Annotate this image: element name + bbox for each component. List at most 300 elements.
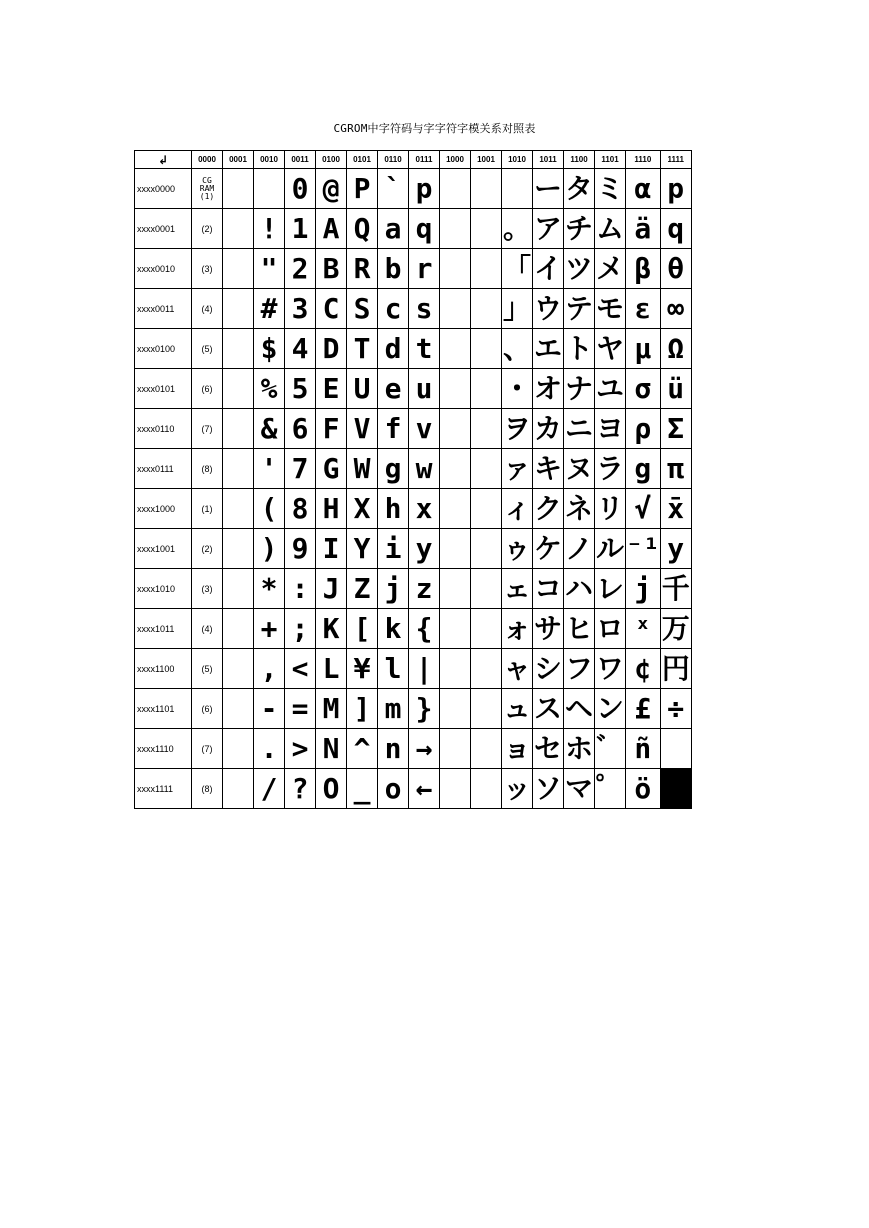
- glyph-cell: [223, 729, 254, 769]
- glyph-cell: ネ: [564, 489, 595, 529]
- row-code: xxxx1111: [135, 769, 192, 809]
- glyph-cell: [440, 489, 471, 529]
- glyph-cell: ン: [595, 689, 626, 729]
- glyph-cell: リ: [595, 489, 626, 529]
- glyph-cell: 2: [285, 249, 316, 289]
- glyph-cell: [223, 409, 254, 449]
- glyph-cell: [223, 289, 254, 329]
- page-title: CGROM中字符码与字字符字模关系对照表: [333, 122, 536, 135]
- glyph-cell: フ: [564, 649, 595, 689]
- glyph-cell: ミ: [595, 169, 626, 209]
- cgram-index: (4): [192, 289, 223, 329]
- glyph-cell: P: [347, 169, 378, 209]
- glyph-cell: [471, 369, 502, 409]
- glyph-cell: .: [254, 729, 285, 769]
- cgram-index: (7): [192, 409, 223, 449]
- cgram-index: (2): [192, 209, 223, 249]
- glyph-cell: i: [378, 529, 409, 569]
- glyph-cell: [471, 769, 502, 809]
- cgram-index: (3): [192, 569, 223, 609]
- glyph-cell: √: [626, 489, 661, 529]
- glyph-cell: ア: [533, 209, 564, 249]
- glyph-cell: ニ: [564, 409, 595, 449]
- glyph-cell: ": [254, 249, 285, 289]
- glyph-cell: 3: [285, 289, 316, 329]
- glyph-cell: テ: [564, 289, 595, 329]
- glyph-cell: ワ: [595, 649, 626, 689]
- glyph-cell: A: [316, 209, 347, 249]
- glyph-cell: 、: [502, 329, 533, 369]
- glyph-cell: Σ: [660, 409, 691, 449]
- glyph-cell: [440, 449, 471, 489]
- glyph-cell: 6: [285, 409, 316, 449]
- glyph-cell: [223, 249, 254, 289]
- table-row: [135, 689, 692, 729]
- table-row: [135, 729, 692, 769]
- glyph-cell: [254, 169, 285, 209]
- glyph-cell: ウ: [533, 289, 564, 329]
- cgram-index: (8): [192, 769, 223, 809]
- glyph-cell: ヘ: [564, 689, 595, 729]
- glyph-cell: ケ: [533, 529, 564, 569]
- glyph-cell: タ: [564, 169, 595, 209]
- table-row: [135, 329, 692, 369]
- glyph-cell: {: [409, 609, 440, 649]
- glyph-cell: [440, 169, 471, 209]
- glyph-cell: [223, 609, 254, 649]
- column-header: 0101: [347, 151, 378, 169]
- cgram-index: (4): [192, 609, 223, 649]
- row-code: xxxx1100: [135, 649, 192, 689]
- glyph-cell: L: [316, 649, 347, 689]
- glyph-cell: [471, 489, 502, 529]
- glyph-cell: ロ: [595, 609, 626, 649]
- glyph-cell: u: [409, 369, 440, 409]
- glyph-cell: j: [378, 569, 409, 609]
- glyph-cell: ;: [285, 609, 316, 649]
- glyph-cell: [: [347, 609, 378, 649]
- glyph-cell: ラ: [595, 449, 626, 489]
- glyph-cell: D: [316, 329, 347, 369]
- glyph-cell: t: [409, 329, 440, 369]
- glyph-cell: [223, 369, 254, 409]
- glyph-cell: U: [347, 369, 378, 409]
- glyph-cell: M: [316, 689, 347, 729]
- row-code: xxxx1110: [135, 729, 192, 769]
- table-row: [135, 609, 692, 649]
- glyph-cell: m: [378, 689, 409, 729]
- glyph-cell: [440, 569, 471, 609]
- glyph-cell: カ: [533, 409, 564, 449]
- glyph-cell: π: [660, 449, 691, 489]
- glyph-cell: ォ: [502, 609, 533, 649]
- cgram-index: (2): [192, 529, 223, 569]
- glyph-cell: ツ: [564, 249, 595, 289]
- glyph-cell: ェ: [502, 569, 533, 609]
- glyph-cell: [440, 529, 471, 569]
- glyph-cell: ル: [595, 529, 626, 569]
- glyph-cell: イ: [533, 249, 564, 289]
- glyph-cell: d: [378, 329, 409, 369]
- glyph-cell: [502, 169, 533, 209]
- glyph-cell: ←: [409, 769, 440, 809]
- corner-arrow-icon: ↲: [157, 152, 169, 167]
- glyph-cell: £: [626, 689, 661, 729]
- glyph-cell: q: [660, 209, 691, 249]
- cgram-label-line: (1): [199, 191, 215, 201]
- glyph-cell: j: [626, 569, 661, 609]
- glyph-cell: ソ: [533, 769, 564, 809]
- glyph-cell: f: [378, 409, 409, 449]
- column-header: 1010: [502, 151, 533, 169]
- glyph-cell: ィ: [502, 489, 533, 529]
- glyph-cell: コ: [533, 569, 564, 609]
- glyph-cell: ユ: [595, 369, 626, 409]
- glyph-cell: }: [409, 689, 440, 729]
- glyph-cell: ヨ: [595, 409, 626, 449]
- glyph-cell: c: [378, 289, 409, 329]
- glyph-cell: @: [316, 169, 347, 209]
- glyph-cell: 1: [285, 209, 316, 249]
- cgram-index: (3): [192, 249, 223, 289]
- glyph-cell: o: [378, 769, 409, 809]
- glyph-cell: (: [254, 489, 285, 529]
- column-header: 1000: [440, 151, 471, 169]
- glyph-cell: x̄: [660, 489, 691, 529]
- glyph-cell: 4: [285, 329, 316, 369]
- glyph-cell: k: [378, 609, 409, 649]
- cgram-index: (6): [192, 369, 223, 409]
- corner-cell: [135, 151, 192, 169]
- glyph-cell: ム: [595, 209, 626, 249]
- glyph-cell: -: [254, 689, 285, 729]
- glyph-cell: [471, 529, 502, 569]
- glyph-cell: [223, 329, 254, 369]
- glyph-cell: ョ: [502, 729, 533, 769]
- cgram-label-line: RAM: [199, 183, 215, 193]
- column-header: 1100: [564, 151, 595, 169]
- column-header: 0110: [378, 151, 409, 169]
- row-code: xxxx1011: [135, 609, 192, 649]
- glyph-cell: ヤ: [595, 329, 626, 369]
- glyph-cell: h: [378, 489, 409, 529]
- glyph-cell: ÷: [660, 689, 691, 729]
- glyph-cell: Y: [347, 529, 378, 569]
- glyph-cell: [223, 449, 254, 489]
- glyph-cell: >: [285, 729, 316, 769]
- glyph-cell: [223, 169, 254, 209]
- glyph-cell: `: [378, 169, 409, 209]
- row-code: xxxx1001: [135, 529, 192, 569]
- glyph-cell: ゛: [595, 729, 626, 769]
- glyph-cell: [440, 409, 471, 449]
- glyph-cell: B: [316, 249, 347, 289]
- glyph-cell: [440, 769, 471, 809]
- glyph-cell: ス: [533, 689, 564, 729]
- glyph-cell: y: [409, 529, 440, 569]
- glyph-cell: θ: [660, 249, 691, 289]
- glyph-cell: オ: [533, 369, 564, 409]
- glyph-cell: [440, 249, 471, 289]
- glyph-cell: 円: [660, 649, 691, 689]
- table-row: [135, 529, 692, 569]
- glyph-cell: [471, 289, 502, 329]
- glyph-cell: Q: [347, 209, 378, 249]
- glyph-cell: z: [409, 569, 440, 609]
- glyph-cell: α: [626, 169, 661, 209]
- glyph-cell: [440, 649, 471, 689]
- row-code: xxxx0101: [135, 369, 192, 409]
- table-row: [135, 369, 692, 409]
- glyph-cell: マ: [564, 769, 595, 809]
- glyph-cell: b: [378, 249, 409, 289]
- glyph-cell: 9: [285, 529, 316, 569]
- glyph-cell: x: [409, 489, 440, 529]
- glyph-cell: 」: [502, 289, 533, 329]
- glyph-cell: V: [347, 409, 378, 449]
- glyph-cell: [223, 209, 254, 249]
- table-row: [135, 489, 692, 529]
- glyph-cell: [471, 449, 502, 489]
- glyph-cell: N: [316, 729, 347, 769]
- glyph-cell: s: [409, 289, 440, 329]
- glyph-cell: 0: [285, 169, 316, 209]
- column-header: 1001: [471, 151, 502, 169]
- glyph-cell: ö: [626, 769, 661, 809]
- glyph-cell: T: [347, 329, 378, 369]
- glyph-cell: チ: [564, 209, 595, 249]
- table-row: [135, 409, 692, 449]
- column-header: 1101: [595, 151, 626, 169]
- glyph-cell: _: [347, 769, 378, 809]
- column-header: 1110: [626, 151, 661, 169]
- glyph-cell: 8: [285, 489, 316, 529]
- table-row: [135, 209, 692, 249]
- glyph-cell: ノ: [564, 529, 595, 569]
- glyph-cell: ]: [347, 689, 378, 729]
- glyph-cell: 5: [285, 369, 316, 409]
- glyph-cell: W: [347, 449, 378, 489]
- row-code: xxxx1000: [135, 489, 192, 529]
- glyph-cell: ,: [254, 649, 285, 689]
- glyph-cell: g: [378, 449, 409, 489]
- glyph-cell: [223, 689, 254, 729]
- glyph-cell: 。: [502, 209, 533, 249]
- glyph-cell: /: [254, 769, 285, 809]
- glyph-cell: [440, 329, 471, 369]
- glyph-cell: J: [316, 569, 347, 609]
- row-code: xxxx0001: [135, 209, 192, 249]
- glyph-cell: ∞: [660, 289, 691, 329]
- glyph-cell: l: [378, 649, 409, 689]
- glyph-cell: ク: [533, 489, 564, 529]
- glyph-cell: 千: [660, 569, 691, 609]
- row-code: xxxx0111: [135, 449, 192, 489]
- glyph-cell: <: [285, 649, 316, 689]
- glyph-cell: [660, 729, 691, 769]
- table-row: [135, 649, 692, 689]
- glyph-cell: [471, 649, 502, 689]
- glyph-cell: S: [347, 289, 378, 329]
- row-code: xxxx1101: [135, 689, 192, 729]
- glyph-cell: 万: [660, 609, 691, 649]
- column-header: 0011: [285, 151, 316, 169]
- glyph-cell: w: [409, 449, 440, 489]
- cgram-index: (7): [192, 729, 223, 769]
- glyph-cell: Z: [347, 569, 378, 609]
- glyph-cell: ャ: [502, 649, 533, 689]
- glyph-cell: ト: [564, 329, 595, 369]
- glyph-cell: p: [409, 169, 440, 209]
- row-code: xxxx0010: [135, 249, 192, 289]
- glyph-cell: [471, 729, 502, 769]
- glyph-cell: v: [409, 409, 440, 449]
- glyph-cell: [440, 369, 471, 409]
- glyph-cell: *: [254, 569, 285, 609]
- glyph-cell: +: [254, 609, 285, 649]
- row-code: xxxx0110: [135, 409, 192, 449]
- glyph-cell: [471, 409, 502, 449]
- glyph-cell: ァ: [502, 449, 533, 489]
- glyph-cell: a: [378, 209, 409, 249]
- glyph-cell: セ: [533, 729, 564, 769]
- glyph-cell: C: [316, 289, 347, 329]
- glyph-cell: モ: [595, 289, 626, 329]
- header-row: [135, 151, 692, 169]
- glyph-cell: ヌ: [564, 449, 595, 489]
- glyph-cell: 7: [285, 449, 316, 489]
- row-code: xxxx0011: [135, 289, 192, 329]
- cgram-index: (8): [192, 449, 223, 489]
- glyph-cell: [223, 769, 254, 809]
- glyph-cell: ゜: [595, 769, 626, 809]
- glyph-cell: g: [626, 449, 661, 489]
- glyph-cell: ⁻¹: [626, 529, 661, 569]
- table-row: [135, 289, 692, 329]
- glyph-cell: [471, 609, 502, 649]
- glyph-cell: %: [254, 369, 285, 409]
- glyph-cell: ヲ: [502, 409, 533, 449]
- glyph-cell: ゥ: [502, 529, 533, 569]
- cgram-index: (5): [192, 329, 223, 369]
- glyph-cell: [440, 689, 471, 729]
- glyph-cell: [440, 609, 471, 649]
- glyph-cell: [223, 649, 254, 689]
- glyph-cell: [223, 529, 254, 569]
- glyph-cell: μ: [626, 329, 661, 369]
- glyph-cell: [471, 329, 502, 369]
- glyph-cell: K: [316, 609, 347, 649]
- character-code-table: [134, 150, 692, 809]
- glyph-cell: ー: [533, 169, 564, 209]
- glyph-cell: p: [660, 169, 691, 209]
- glyph-cell: [440, 289, 471, 329]
- glyph-cell: [471, 569, 502, 609]
- glyph-cell: q: [409, 209, 440, 249]
- glyph-cell: ü: [660, 369, 691, 409]
- glyph-cell: ヒ: [564, 609, 595, 649]
- glyph-cell: E: [316, 369, 347, 409]
- glyph-cell: r: [409, 249, 440, 289]
- glyph-cell: ε: [626, 289, 661, 329]
- glyph-cell: ñ: [626, 729, 661, 769]
- glyph-cell: G: [316, 449, 347, 489]
- glyph-cell: ': [254, 449, 285, 489]
- glyph-cell: ¢: [626, 649, 661, 689]
- glyph-cell: ナ: [564, 369, 595, 409]
- glyph-cell: メ: [595, 249, 626, 289]
- glyph-cell: ュ: [502, 689, 533, 729]
- glyph-cell: e: [378, 369, 409, 409]
- glyph-cell: [471, 169, 502, 209]
- table-row: [135, 569, 692, 609]
- glyph-cell: ρ: [626, 409, 661, 449]
- glyph-cell: サ: [533, 609, 564, 649]
- cgram-index: (6): [192, 689, 223, 729]
- glyph-cell: I: [316, 529, 347, 569]
- column-header: 1011: [533, 151, 564, 169]
- glyph-cell: &: [254, 409, 285, 449]
- glyph-cell: X: [347, 489, 378, 529]
- glyph-cell: ^: [347, 729, 378, 769]
- glyph-cell: エ: [533, 329, 564, 369]
- column-header: 0001: [223, 151, 254, 169]
- column-header: 0010: [254, 151, 285, 169]
- column-header: 0000: [192, 151, 223, 169]
- glyph-cell: [660, 769, 691, 809]
- column-header: 0111: [409, 151, 440, 169]
- glyph-cell: [471, 249, 502, 289]
- glyph-cell: [223, 489, 254, 529]
- glyph-cell: #: [254, 289, 285, 329]
- glyph-cell: キ: [533, 449, 564, 489]
- glyph-cell: β: [626, 249, 661, 289]
- glyph-cell: σ: [626, 369, 661, 409]
- cgram-label-line: CG: [202, 175, 212, 185]
- column-header: 0100: [316, 151, 347, 169]
- glyph-cell: :: [285, 569, 316, 609]
- glyph-cell: F: [316, 409, 347, 449]
- glyph-cell: [471, 689, 502, 729]
- glyph-cell: ?: [285, 769, 316, 809]
- glyph-cell: ): [254, 529, 285, 569]
- glyph-cell: レ: [595, 569, 626, 609]
- column-header: 1111: [660, 151, 691, 169]
- glyph-cell: n: [378, 729, 409, 769]
- glyph-cell: Ω: [660, 329, 691, 369]
- table-row: [135, 249, 692, 289]
- cgram-index: (1): [192, 489, 223, 529]
- glyph-cell: ・: [502, 369, 533, 409]
- glyph-cell: y: [660, 529, 691, 569]
- table-row: [135, 769, 692, 809]
- glyph-cell: R: [347, 249, 378, 289]
- glyph-cell: [471, 209, 502, 249]
- glyph-cell: |: [409, 649, 440, 689]
- glyph-cell: [223, 569, 254, 609]
- glyph-cell: $: [254, 329, 285, 369]
- glyph-cell: →: [409, 729, 440, 769]
- glyph-cell: シ: [533, 649, 564, 689]
- glyph-cell: =: [285, 689, 316, 729]
- glyph-cell: !: [254, 209, 285, 249]
- glyph-cell: ¥: [347, 649, 378, 689]
- cgram-index: (5): [192, 649, 223, 689]
- glyph-cell: ッ: [502, 769, 533, 809]
- table-row: [135, 449, 692, 489]
- glyph-cell: ホ: [564, 729, 595, 769]
- glyph-cell: 「: [502, 249, 533, 289]
